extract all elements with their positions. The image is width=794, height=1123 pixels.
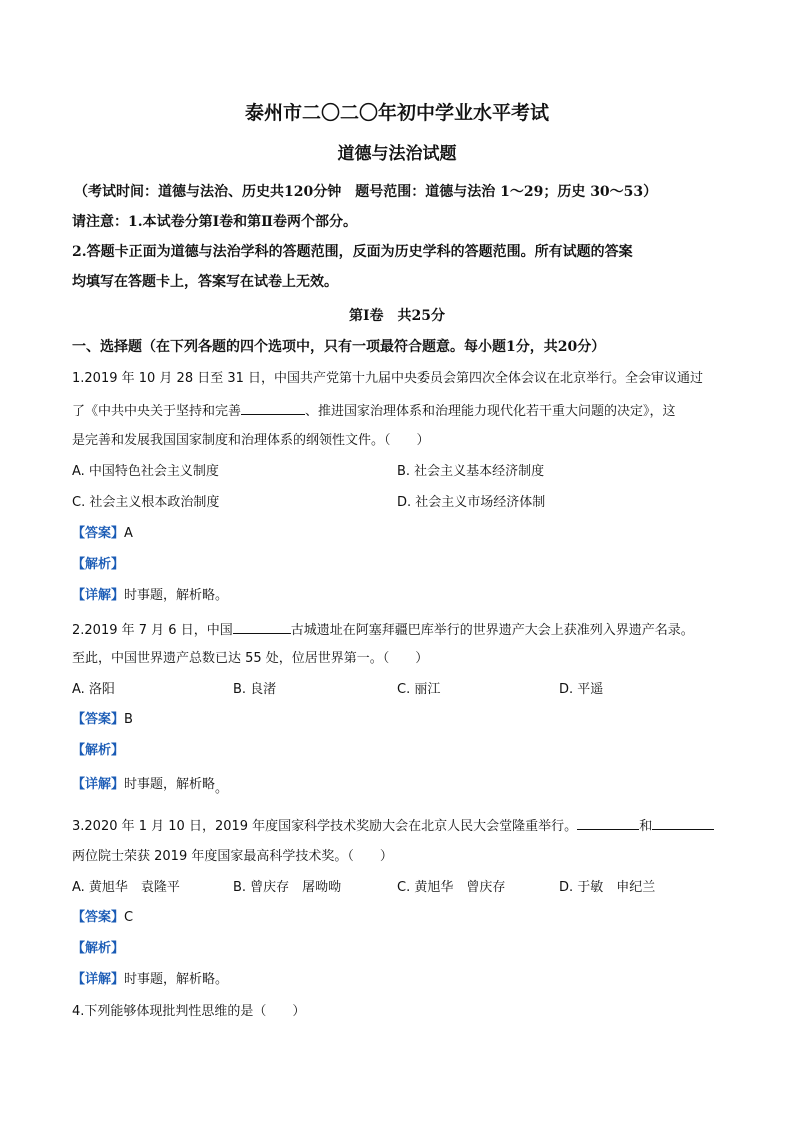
q1-option-a: A. 中国特色社会主义制度 [72,464,219,479]
answer-tag: 【答案】 [72,712,125,727]
q1-detail-text: 时事题，解析略。 [124,588,229,603]
q2-blank [233,620,291,634]
q2-analysis [72,742,124,760]
q3-line1-and: 和 [639,819,653,834]
q3-answer [72,909,133,927]
section-title: 一、选择题（在下列各题的四个选项中，只有一项最符合题意。每小题1分，共20分） [72,339,606,355]
q2-answer-value: B [124,712,133,727]
q2-detail-text: 时事题，解析略 [124,777,216,792]
q3-analysis [72,940,124,958]
q1-line1: 1.2019 年 10 月 28 日至 31 日，中国共产党第十九届中央委员会第四次全体会议在北京举行。全会审议通过 [72,371,704,386]
q3-line2: 两位院士荣获 2019 年度国家最高科学技术奖。（ ） [72,849,393,864]
q3-option-a: A. 黄旭华 袁隆平 [72,880,180,895]
q2-line1-start: 2.2019 年 7 月 6 日，中国 [72,623,233,638]
answer-tag: 【答案】 [72,910,125,925]
q3-answer-value: C [124,910,134,925]
q1-line2-end: 、推进国家治理体系和治理能力现代化若干重大问题的决定》，这 [305,404,676,419]
notice-1: 请注意：1.本试卷分第Ⅰ卷和第Ⅱ卷两个部分。 [72,214,357,230]
q3-blank-1 [577,816,639,830]
detail-tag: 【详解】 [72,777,125,792]
q3-line1 [72,816,714,836]
q3-detail-text: 时事题，解析略。 [124,972,229,987]
q2-detail-end: 。 [215,781,229,796]
q2-option-d: D. 平遥 [559,682,604,697]
analysis-tag: 【解析】 [72,557,125,572]
q1-option-c: C. 社会主义根本政治制度 [72,495,220,510]
q1-answer [72,525,133,543]
exam-title: 泰州市二〇二〇年初中学业水平考试 [244,102,549,124]
q1-line2 [72,401,676,421]
q1-analysis [72,556,124,574]
q2-answer [72,711,133,729]
q3-line1-start: 3.2020 年 1 月 10 日，2019 年度国家科学技术奖励大会在北京人民大会堂隆重举行。 [72,819,578,834]
q2-line1 [72,620,694,640]
detail-tag: 【详解】 [72,972,125,987]
q1-line3: 是完善和发展我国国家制度和治理体系的纲领性文件。（ ） [72,433,430,448]
q2-option-c: C. 丽江 [397,682,441,697]
exam-subtitle: 道德与法治试题 [337,144,457,164]
q1-answer-value: A [124,526,133,541]
q3-option-b: B. 曾庆存 屠呦呦 [233,880,342,895]
detail-tag: 【详解】 [72,588,125,603]
q2-option-b: B. 良渚 [233,682,277,697]
q4-line1: 4.下列能够体现批判性思维的是（ ） [72,1004,306,1019]
q1-option-d: D. 社会主义市场经济体制 [397,495,546,510]
notice-2-line1: 2.答题卡正面为道德与法治学科的答题范围，反面为历史学科的答题范围。所有试题的答案 [72,244,633,260]
q1-line2-start: 了《中共中央关于坚持和完善 [72,404,242,419]
q2-option-a: A. 洛阳 [72,682,115,697]
q3-option-d: D. 于敏 申纪兰 [559,880,656,895]
analysis-tag: 【解析】 [72,941,125,956]
q2-line2: 至此，中国世界遗产总数已达 55 处，位居世界第一。（ ） [72,651,429,666]
q1-option-b: B. 社会主义基本经济制度 [397,464,545,479]
q3-option-c: C. 黄旭华 曾庆存 [397,880,506,895]
q2-line1-end: 古城遗址在阿塞拜疆巴库举行的世界遗产大会上获准列入界遗产名录。 [290,623,694,638]
q3-blank-2 [652,816,714,830]
analysis-tag: 【解析】 [72,743,125,758]
part-title: 第Ⅰ卷 共25分 [348,308,446,324]
q2-detail [72,776,228,794]
q1-detail [72,587,228,605]
q1-blank [241,401,305,415]
exam-info: （考试时间：道德与法治、历史共120分钟 题号范围：道德与法治 1～29；历史 30～53） [74,184,658,200]
answer-tag: 【答案】 [72,526,125,541]
notice-2-line2: 均填写在答题卡上，答案写在试卷上无效。 [72,274,338,290]
q3-detail [72,971,228,989]
